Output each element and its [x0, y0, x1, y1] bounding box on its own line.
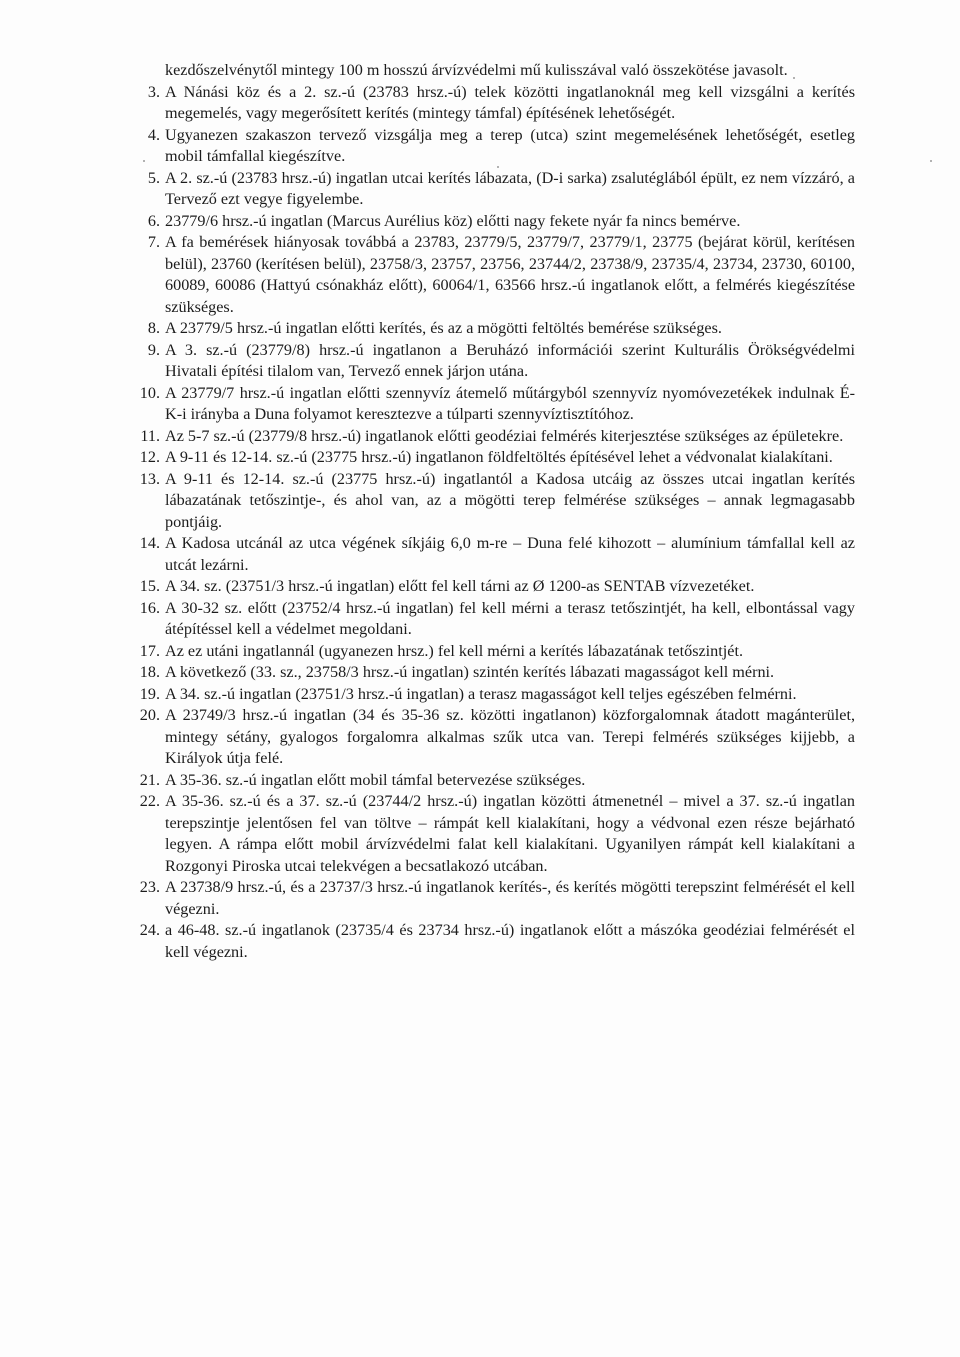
list-item-text: A 2. sz.-ú (23783 hrsz.-ú) ingatlan utcai kerítés lábazata, (D-i sarka) zsalutéglából épült, ez nem vízzáró, a Tervező ezt vegye figyelembe. — [165, 168, 855, 209]
document-body — [130, 44, 855, 963]
list-item-number: 16. — [139, 598, 160, 617]
list-item-number: 21. — [139, 770, 160, 789]
list-item — [130, 318, 855, 340]
list-item-text: A 23738/9 hrsz.-ú, és a 23737/3 hrsz.-ú ingatlanok kerítés-, és kerítés mögötti terepszint felmérését el kell végezni. — [165, 878, 855, 918]
list-item-text: a 46-48. sz.-ú ingatlanok (23735/4 és 23734 hrsz.-ú) ingatlanok előtt a mászóka geodéziai felmérését el kell végezni. — [165, 921, 855, 961]
list-item-number: 13. — [139, 469, 160, 488]
list-item-text: A 35-36. sz.-ú ingatlan előtt mobil támfal betervezése szükséges. — [165, 770, 586, 789]
list-item-text: Ugyanezen szakaszon tervező vizsgálja meg a terep (utca) szint megemelésének lehetőségét, esetleg mobil támfallal kiegészítve. — [165, 125, 855, 166]
list-item-number: 9. — [147, 340, 160, 359]
list-item-text: A 23749/3 hrsz.-ú ingatlan (34 és 35-36 sz. közötti ingatlanon) közforgalomnak átadott magánterület, mintegy sétány, gyalogos forgalomra alkalmas szűk utca van. Terepi felmérés szükséges kijjebb, a Királyok útja felé. — [165, 706, 855, 768]
list-item-text: A Kadosa utcánál az utca végének síkjáig 6,0 m-re – Duna felé kihozott – alumínium támfallal kell az utcát lezárni. — [165, 534, 855, 574]
list-item-number: 24. — [139, 921, 160, 940]
list-item — [130, 383, 855, 426]
list-item — [130, 920, 855, 963]
list-item-text: Az ez utáni ingatlannál (ugyanezen hrsz.) fel kell mérni a kerítés lábazatának tetőszintjét. — [165, 641, 743, 660]
list-item — [130, 340, 855, 383]
list-item-text: A 23779/5 hrsz.-ú ingatlan előtti kerítés, és az a mögötti feltöltés bemérése szükséges. — [165, 319, 722, 338]
list-item-number: 14. — [139, 534, 160, 553]
list-item — [130, 211, 855, 233]
list-item-number: 6. — [147, 211, 160, 230]
list-item — [130, 426, 855, 448]
list-item-text: 23779/6 hrsz.-ú ingatlan (Marcus Aurélius köz) előtti nagy fekete nyár fa nincs bemérve. — [165, 211, 741, 230]
list-item — [130, 791, 855, 877]
list-item-text: A 35-36. sz.-ú és a 37. sz.-ú (23744/2 hrsz.-ú) ingatlan közötti átmenetnél – mivel a 37. sz.-ú ingatlan terepszintje jelentősen fel van töltve – rámpát kell kialakítani, hogy a védvonal ezen része bejárható legyen. A rámpa előtt mobil árvízvédelmi falat kell kialakítani. Ugyanilyen rámpát kell kialakítani a Rozgonyi Piroska utcai telekvégen a becsatlakozó utcában. — [165, 792, 855, 875]
list-item-number: 22. — [139, 792, 160, 811]
list-item — [130, 168, 855, 211]
list-item-text: A következő (33. sz., 23758/3 hrsz.-ú ingatlan) szintén kerítés lábazati magasságot kell mérni. — [165, 663, 775, 682]
list-item — [130, 447, 855, 469]
list-item-number: 20. — [139, 706, 160, 725]
list-item-number: 19. — [139, 684, 160, 703]
list-item-text: A 9-11 és 12-14. sz.-ú (23775 hrsz.-ú) ingatlanon földfeltöltés építésével lehet a védvonalat kialakítani. — [165, 448, 833, 467]
list-item-number: 7. — [147, 233, 160, 252]
list-item-number: 8. — [147, 319, 160, 338]
list-item-text: Az 5-7 sz.-ú (23779/8 hrsz.-ú) ingatlanok előtti geodéziai felmérés kiterjesztése szükséges az épületekre. — [165, 426, 844, 445]
list-item-number: 5. — [147, 168, 160, 187]
list-item — [130, 770, 855, 792]
list-item — [130, 877, 855, 920]
list-item — [130, 641, 855, 663]
list-item-number: 11. — [140, 426, 160, 445]
list-item-number: 10. — [139, 383, 160, 402]
list-item — [130, 684, 855, 706]
list-item — [130, 469, 855, 534]
list-item — [130, 598, 855, 641]
list-item — [130, 705, 855, 770]
list-item-number: 4. — [147, 125, 160, 144]
list-item — [130, 232, 855, 318]
list-item-number: 18. — [139, 663, 160, 682]
list-item-text: A 3. sz.-ú (23779/8) hrsz.-ú ingatlanon a Beruházó információi szerint Kulturális Örökségvédelmi Hivatali építési tilalom van, Tervező ennek járjon utána. — [165, 340, 855, 381]
list-item — [130, 82, 855, 125]
scan-speck — [930, 160, 932, 162]
list-item-text: A 30-32 sz. előtt (23752/4 hrsz.-ú ingatlan) fel kell mérni a terasz tetőszintjét, ha kell, elbontással vagy átépítéssel kell a védelmet megoldani. — [165, 598, 855, 639]
list-item — [130, 576, 855, 598]
list-item-text: A 9-11 és 12-14. sz.-ú (23775 hrsz.-ú) ingatlantól a Kadosa utcáig az összes utcai ingatlan kerítés lábazatának tetőszintje-, és ahol van, az a mögötti terep felmérése szükséges – annak legmagasabb pontjáig. — [165, 469, 855, 531]
list-item-number: 17. — [139, 641, 160, 660]
list-item — [130, 533, 855, 576]
list-item-number: 12. — [139, 448, 160, 467]
numbered-list — [130, 82, 855, 964]
list-item — [130, 125, 855, 168]
continuation-paragraph: kezdőszelvénytől mintegy 100 m hosszú árvízvédelmi mű kulisszával való összekötése javasolt. — [165, 61, 788, 80]
list-item — [130, 662, 855, 684]
list-item-number: 15. — [139, 577, 160, 596]
list-item-text: A 34. sz.-ú ingatlan (23751/3 hrsz.-ú ingatlan) a terasz magasságot kell teljes egészében felmérni. — [165, 684, 797, 703]
list-item-number: 3. — [147, 82, 160, 101]
list-item-text: A fa bemérések hiányosak továbbá a 23783, 23779/5, 23779/7, 23779/1, 23775 (bejárat körül, kerítésen belül), 23760 (kerítésen belül), 23758/3, 23757, 23756, 23744/2, 23738/9, 23735/4, 23734, 23730, 60100, 60089, 60086 (Hattyú csónakház előtt), 60064/1, 63566 hrsz.-ú ingatlanok előtt, a felmérés kiegészítése szükséges. — [165, 233, 855, 316]
list-item-text: A 23779/7 hrsz.-ú ingatlan előtti szennyvíz átemelő műtárgyból szennyvíz nyomóvezetékek indulnak É-K-i irányba a Duna folyamot keresztezve a túlparti szennyvíztisztítóhoz. — [165, 383, 855, 424]
list-item-number: 23. — [139, 878, 160, 897]
list-item-text: A Nánási köz és a 2. sz.-ú (23783 hrsz.-ú) telek közötti ingatlanoknál meg kell vizsgálni a kerítés megemelés, vagy megerősített kerítés (mintegy támfal) építésének lehetőségét. — [165, 82, 855, 123]
list-item-text: A 34. sz. (23751/3 hrsz.-ú ingatlan) előtt fel kell tárni az Ø 1200-as SENTAB vízvezetéket. — [165, 577, 755, 596]
